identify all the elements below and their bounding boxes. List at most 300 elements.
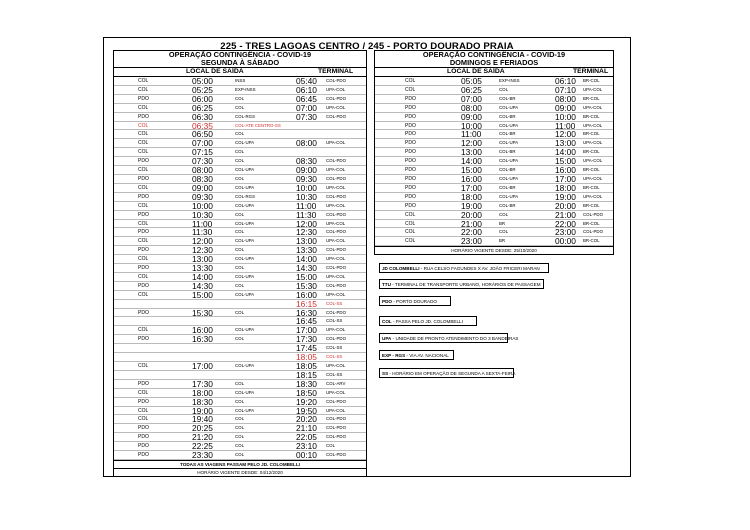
- departure-route: COL: [235, 95, 245, 101]
- legend-text: - PORTO DOURADO: [391, 299, 437, 304]
- terminal-time: 09:30: [296, 173, 317, 184]
- departure-time: 22:25: [192, 441, 213, 452]
- departure-route: COL-UPA: [235, 238, 255, 244]
- origin-cell: PDO: [138, 95, 149, 102]
- departure-time: 05:00: [192, 76, 213, 86]
- table-row: [375, 95, 613, 104]
- origin-column-label: LOCAL DE SAÍDA: [447, 68, 505, 75]
- origin-cell: PDO: [405, 113, 416, 120]
- holiday-heading: OPERAÇÃO CONTINGÊNCIA - COVID-19: [422, 50, 566, 59]
- departure-route: COL: [235, 149, 245, 155]
- table-row: [114, 344, 366, 353]
- departure-time: 20:25: [192, 423, 213, 434]
- origin-cell: COL: [138, 407, 149, 414]
- table-row: [375, 104, 613, 113]
- terminal-time: 10:00: [555, 111, 576, 122]
- terminal-time: 18:05: [296, 352, 317, 363]
- table-row: [114, 433, 366, 442]
- origin-cell: COL: [138, 273, 149, 280]
- legend-key: JD COLOMBELLI: [382, 266, 420, 271]
- departure-time: 22:00: [461, 227, 482, 238]
- terminal-route: UPA-COL: [583, 122, 603, 128]
- origin-cell: COL: [138, 184, 149, 191]
- weekday-footnote: TODAS AS VIAGENS PASSAM PELO JD. COLOMBELLI: [114, 460, 366, 468]
- table-row: [114, 246, 366, 255]
- weekday-heading: OPERAÇÃO CONTINGÊNCIA - COVID-19: [168, 50, 312, 59]
- terminal-time: 15:30: [296, 280, 317, 291]
- terminal-time: 15:00: [296, 271, 317, 282]
- departure-time: 16:00: [461, 173, 482, 184]
- departure-route: COL-UPA: [235, 407, 255, 413]
- departure-time: 06:00: [192, 93, 213, 104]
- departure-route: COL-UPA: [235, 167, 255, 173]
- departure-route: COL: [235, 282, 245, 288]
- departure-time: 09:00: [461, 111, 482, 122]
- terminal-time: 15:00: [555, 156, 576, 167]
- terminal-route: COL-SS: [326, 318, 343, 324]
- departure-route: COL: [235, 247, 245, 253]
- terminal-route: COL-PDO: [326, 434, 347, 440]
- departure-route: EXP-INSS: [235, 86, 256, 92]
- terminal-route: UPA-COL: [326, 291, 346, 297]
- table-row: [375, 157, 613, 166]
- origin-cell: PDO: [138, 380, 149, 387]
- origin-cell: PDO: [405, 167, 416, 174]
- departure-route: COL: [235, 443, 245, 449]
- terminal-route: UPA-COL: [326, 167, 346, 173]
- terminal-time: 10:30: [296, 191, 317, 202]
- origin-cell: PDO: [138, 247, 149, 254]
- origin-cell: COL: [405, 238, 416, 245]
- terminal-route: COL-PDO: [326, 247, 347, 253]
- terminal-route: COL-SS: [326, 371, 343, 377]
- departure-route: COL: [235, 380, 245, 386]
- origin-cell: PDO: [138, 193, 149, 200]
- departure-route: COL-BR: [499, 184, 516, 190]
- terminal-route: COL-PDO: [326, 175, 347, 181]
- terminal-route: UPA-COL: [326, 202, 346, 208]
- table-row: [114, 237, 366, 246]
- holiday-valid-since: HORÁRIO VIGENTE DESDE: 25/10/2020: [375, 246, 613, 254]
- origin-cell: PDO: [138, 175, 149, 182]
- legend-item: [379, 316, 477, 326]
- table-row: [375, 148, 613, 157]
- departure-time: 09:30: [192, 191, 213, 202]
- table-row: [114, 220, 366, 229]
- origin-cell: COL: [138, 220, 149, 227]
- terminal-route: COL-PDO: [326, 95, 347, 101]
- terminal-route: BR-COL: [583, 184, 600, 190]
- departure-route: COL-UPA: [235, 291, 255, 297]
- origin-cell: PDO: [138, 434, 149, 441]
- table-row: [114, 407, 366, 416]
- departure-route: COL: [499, 86, 509, 92]
- origin-cell: PDO: [405, 202, 416, 209]
- terminal-route: COL-PDO: [326, 211, 347, 217]
- departure-time: 18:30: [192, 396, 213, 407]
- departure-time: 21:20: [192, 432, 213, 443]
- terminal-time: 09:00: [555, 102, 576, 113]
- terminal-time: 12:30: [296, 227, 317, 238]
- departure-route: COL-BR: [499, 149, 516, 155]
- terminal-route: UPA-COL: [326, 140, 346, 146]
- departure-route: EXP-INSS: [499, 78, 520, 83]
- origin-cell: PDO: [138, 452, 149, 459]
- terminal-time: 18:00: [555, 182, 576, 193]
- departure-route: COL-UPA: [499, 175, 519, 181]
- legend-key: PDO: [382, 299, 392, 304]
- departure-route: COL: [235, 452, 245, 458]
- departure-route: COL-UPA: [235, 220, 255, 226]
- terminal-time: 23:00: [555, 227, 576, 238]
- table-row: [114, 326, 366, 335]
- terminal-route: COL-PDO: [326, 282, 347, 288]
- departure-route: COL: [235, 425, 245, 431]
- terminal-time: 16:15: [296, 298, 317, 309]
- terminal-time: 16:00: [555, 165, 576, 176]
- origin-cell: COL: [405, 211, 416, 218]
- departure-route: COL: [499, 229, 509, 235]
- table-row: [114, 273, 366, 282]
- terminal-time: 08:00: [555, 93, 576, 104]
- origin-cell: COL: [138, 131, 149, 138]
- departure-time: 17:30: [192, 378, 213, 389]
- table-row: [375, 175, 613, 184]
- departure-route: COL-UPA: [235, 273, 255, 279]
- departure-route: COL: [235, 211, 245, 217]
- holiday-subheading: DOMINGOS E FERIADOS: [375, 59, 613, 68]
- table-row: [114, 157, 366, 166]
- terminal-time: 20:00: [555, 200, 576, 211]
- table-row: [114, 122, 366, 131]
- table-row: [375, 193, 613, 202]
- table-row: [375, 211, 613, 220]
- terminal-route: COL-SS: [326, 345, 343, 351]
- departure-time: 10:00: [192, 200, 213, 211]
- terminal-route: COL-PDO: [583, 229, 604, 235]
- table-row: [114, 202, 366, 211]
- terminal-time: 10:00: [296, 182, 317, 193]
- terminal-route: BR-COL: [583, 149, 600, 155]
- departure-route: COL: [499, 211, 509, 217]
- legend-item: [379, 263, 549, 273]
- origin-cell: COL: [138, 327, 149, 334]
- terminal-time: 06:10: [555, 76, 576, 86]
- origin-cell: PDO: [405, 175, 416, 182]
- table-row: [114, 193, 366, 202]
- terminal-route: UPA-COL: [583, 193, 603, 199]
- origin-cell: PDO: [405, 140, 416, 147]
- legend-item: [379, 279, 544, 289]
- legend-text: - HORÁRIO EM OPERAÇÃO DE SEGUNDA A SEXTA-FEIRA: [388, 371, 516, 376]
- terminal-time: 05:40: [296, 76, 317, 86]
- legend-text: - RUA CELSO FAGUNDES X AV. JOÃO FRICERI MARAN: [419, 266, 540, 271]
- terminal-route: COL-SS: [326, 354, 343, 360]
- terminal-time: 07:30: [296, 111, 317, 122]
- departure-time: 12:00: [461, 138, 482, 149]
- terminal-column-label: TERMINAL: [573, 68, 609, 75]
- origin-cell: COL: [138, 140, 149, 147]
- origin-cell: PDO: [405, 95, 416, 102]
- table-row: [114, 95, 366, 104]
- departure-time: 10:00: [461, 120, 482, 131]
- terminal-route: UPA-COL: [326, 389, 346, 395]
- origin-cell: PDO: [138, 309, 149, 316]
- origin-cell: COL: [405, 86, 416, 93]
- departure-route: COL-BR: [499, 95, 516, 101]
- terminal-time: 18:50: [296, 387, 317, 398]
- terminal-time: 19:50: [296, 405, 317, 416]
- terminal-route: BR-COL: [583, 78, 600, 83]
- table-row: [114, 442, 366, 451]
- terminal-route: UPA-COL: [326, 327, 346, 333]
- departure-time: 08:00: [461, 102, 482, 113]
- holiday-schedule: [374, 50, 614, 255]
- departure-time: 17:00: [192, 361, 213, 371]
- departure-time: 18:00: [461, 191, 482, 202]
- terminal-time: 11:00: [555, 120, 576, 131]
- page-title: 225 - TRES LAGOAS CENTRO / 245 - PORTO DOURADO PRAIA: [220, 41, 514, 52]
- table-row: [375, 77, 613, 86]
- departure-route: COL-UPA: [499, 104, 519, 110]
- departure-route: COL-UPA: [235, 140, 255, 146]
- terminal-time: 18:15: [296, 369, 317, 380]
- terminal-route: COL-SS: [326, 300, 343, 306]
- table-row: [114, 264, 366, 273]
- departure-route: COL-BR: [499, 202, 516, 208]
- departure-route: COL-BR: [499, 113, 516, 119]
- departure-route: COL-UPA: [235, 256, 255, 262]
- terminal-route: COL-PDO: [326, 398, 347, 404]
- terminal-route: UPA-COL: [583, 175, 603, 181]
- departure-route: COL-UPA: [235, 363, 255, 368]
- departure-route: COL: [235, 336, 245, 342]
- table-row: [375, 228, 613, 237]
- table-row: [114, 104, 366, 113]
- terminal-time: 08:00: [296, 138, 317, 149]
- terminal-time: 16:30: [296, 307, 317, 318]
- terminal-route: BR-COL: [583, 167, 600, 173]
- origin-cell: COL: [138, 291, 149, 298]
- legend-item: [379, 296, 451, 306]
- terminal-route: UPA-COL: [583, 104, 603, 110]
- origin-cell: PDO: [405, 149, 416, 156]
- departure-route: COL: [235, 309, 245, 315]
- terminal-route: BR-COL: [583, 202, 600, 208]
- terminal-route: COL-PDO: [326, 229, 347, 235]
- departure-time: 21:00: [461, 218, 482, 229]
- weekday-schedule: [113, 50, 367, 477]
- departure-time: 11:00: [461, 129, 482, 140]
- table-row: [114, 113, 366, 122]
- terminal-time: 21:10: [296, 423, 317, 434]
- terminal-route: COL-PDO: [326, 113, 347, 119]
- terminal-route: COL-ARV: [326, 380, 346, 386]
- terminal-route: COL-PDO: [326, 158, 347, 164]
- origin-cell: PDO: [138, 336, 149, 343]
- terminal-route: COL-PDO: [326, 425, 347, 431]
- origin-cell: COL: [138, 256, 149, 263]
- departure-time: 13:00: [192, 254, 213, 265]
- terminal-route: BR-COL: [583, 131, 600, 137]
- origin-cell: PDO: [138, 158, 149, 165]
- terminal-time: 18:05: [296, 361, 317, 371]
- terminal-route: UPA-COL: [326, 256, 346, 262]
- departure-time: 11:00: [192, 218, 213, 229]
- departure-route: COL: [235, 229, 245, 235]
- origin-cell: COL: [138, 389, 149, 396]
- terminal-time: 17:00: [296, 325, 317, 336]
- terminal-time: 07:00: [296, 102, 317, 113]
- departure-time: 19:40: [192, 414, 213, 425]
- table-row: [114, 335, 366, 344]
- departure-time: 05:25: [192, 84, 213, 95]
- terminal-time: 16:45: [296, 316, 317, 327]
- terminal-route: UPA-COL: [326, 184, 346, 190]
- holiday-rows: [375, 77, 613, 246]
- departure-route: COL-UPA: [235, 327, 255, 333]
- origin-cell: PDO: [138, 425, 149, 432]
- departure-route: COL: [235, 416, 245, 422]
- terminal-time: 11:30: [296, 209, 317, 220]
- terminal-time: 17:00: [555, 173, 576, 184]
- departure-time: 12:30: [192, 245, 213, 256]
- departure-time: 15:00: [461, 165, 482, 176]
- table-row: [114, 211, 366, 220]
- schedule-sheet: [103, 37, 631, 477]
- table-row: [375, 139, 613, 148]
- table-row: [114, 166, 366, 175]
- departure-time: 06:50: [192, 129, 213, 140]
- table-row: [375, 130, 613, 139]
- table-row: [114, 175, 366, 184]
- terminal-time: 12:00: [296, 218, 317, 229]
- terminal-time: 06:45: [296, 93, 317, 104]
- terminal-route: BR-COL: [583, 238, 600, 244]
- terminal-route: COL-PDO: [326, 452, 347, 458]
- terminal-route: BR-COL: [583, 95, 600, 101]
- departure-route: COL: [235, 158, 245, 164]
- departure-time: 11:30: [192, 227, 213, 238]
- legend-text: - UNIDADE DE PRONTO ATENDIMENTO DO 3 BANDEIRAS: [391, 336, 519, 341]
- weekday-valid-since: HORÁRIO VIGENTE DESDE: 04/12/2020: [114, 468, 366, 476]
- terminal-route: UPA-COL: [326, 104, 346, 110]
- terminal-route: BR-COL: [583, 113, 600, 119]
- origin-cell: PDO: [405, 184, 416, 191]
- terminal-route: UPA-COL: [326, 238, 346, 244]
- table-row: [114, 353, 366, 362]
- terminal-route: COL-PDO: [326, 193, 347, 199]
- terminal-time: 00:00: [555, 236, 576, 247]
- terminal-time: 06:10: [296, 84, 317, 95]
- terminal-time: 14:30: [296, 263, 317, 274]
- origin-cell: COL: [138, 122, 149, 129]
- departure-time: 14:30: [192, 280, 213, 291]
- terminal-time: 20:20: [296, 414, 317, 425]
- departure-route: COL-UPA: [235, 389, 255, 395]
- table-row: [114, 86, 366, 95]
- origin-cell: COL: [138, 202, 149, 209]
- origin-cell: COL: [138, 104, 149, 111]
- table-row: [375, 113, 613, 122]
- table-row: [375, 202, 613, 211]
- origin-cell: PDO: [138, 211, 149, 218]
- holiday-column-header: [375, 68, 613, 77]
- origin-cell: COL: [138, 363, 149, 369]
- terminal-time: 17:30: [296, 334, 317, 345]
- terminal-route: COL-PDO: [326, 336, 347, 342]
- origin-cell: COL: [138, 149, 149, 156]
- terminal-route: COL-PDO: [326, 265, 347, 271]
- departure-time: 23:30: [192, 450, 213, 461]
- departure-time: 13:00: [461, 147, 482, 158]
- origin-cell: PDO: [405, 122, 416, 129]
- table-row: [375, 122, 613, 131]
- table-row: [375, 237, 613, 246]
- legend-key: EXP - RGS: [382, 353, 406, 358]
- origin-cell: COL: [138, 78, 149, 84]
- departure-time: 17:00: [461, 182, 482, 193]
- departure-time: 15:00: [192, 289, 213, 300]
- terminal-route: UPA-COL: [583, 140, 603, 146]
- origin-cell: COL: [138, 238, 149, 245]
- departure-time: 19:00: [192, 405, 213, 416]
- table-row: [375, 184, 613, 193]
- departure-time: 08:30: [192, 173, 213, 184]
- origin-cell: PDO: [138, 265, 149, 272]
- legend-key: TTU: [382, 282, 391, 287]
- terminal-time: 07:10: [555, 84, 576, 95]
- terminal-route: COL-PDO: [326, 78, 347, 83]
- terminal-time: 11:00: [296, 200, 317, 211]
- departure-time: 16:00: [192, 325, 213, 336]
- legend-text: - VIA AV. NACIONAL: [405, 353, 449, 358]
- terminal-time: 22:05: [296, 432, 317, 443]
- departure-route: COL: [235, 265, 245, 271]
- departure-route: COL-RGS: [235, 113, 256, 119]
- terminal-time: 13:30: [296, 245, 317, 256]
- terminal-time: 17:45: [296, 343, 317, 354]
- departure-time: 07:00: [461, 93, 482, 104]
- table-row: [114, 282, 366, 291]
- origin-cell: COL: [405, 220, 416, 227]
- table-row: [114, 300, 366, 309]
- departure-route: BR: [499, 238, 506, 244]
- table-row: [114, 451, 366, 460]
- departure-route: COL-BR: [499, 167, 516, 173]
- departure-route: BR: [499, 220, 506, 226]
- departure-time: 20:00: [461, 209, 482, 220]
- departure-route: COL: [235, 104, 245, 110]
- origin-cell: PDO: [138, 398, 149, 405]
- table-row: [114, 398, 366, 407]
- origin-cell: COL: [138, 86, 149, 93]
- departure-time: 12:00: [192, 236, 213, 247]
- terminal-time: 21:00: [555, 209, 576, 220]
- terminal-time: 13:00: [296, 236, 317, 247]
- table-row: [114, 291, 366, 300]
- terminal-time: 13:00: [555, 138, 576, 149]
- departure-time: 10:30: [192, 209, 213, 220]
- departure-route: INSS: [235, 78, 246, 83]
- departure-time: 05:05: [461, 76, 482, 86]
- terminal-time: 22:00: [555, 218, 576, 229]
- table-row: [114, 77, 366, 86]
- legend-item: [379, 368, 514, 378]
- origin-cell: COL: [405, 78, 416, 84]
- origin-cell: PDO: [138, 443, 149, 450]
- departure-route: COL-UPA: [235, 202, 255, 208]
